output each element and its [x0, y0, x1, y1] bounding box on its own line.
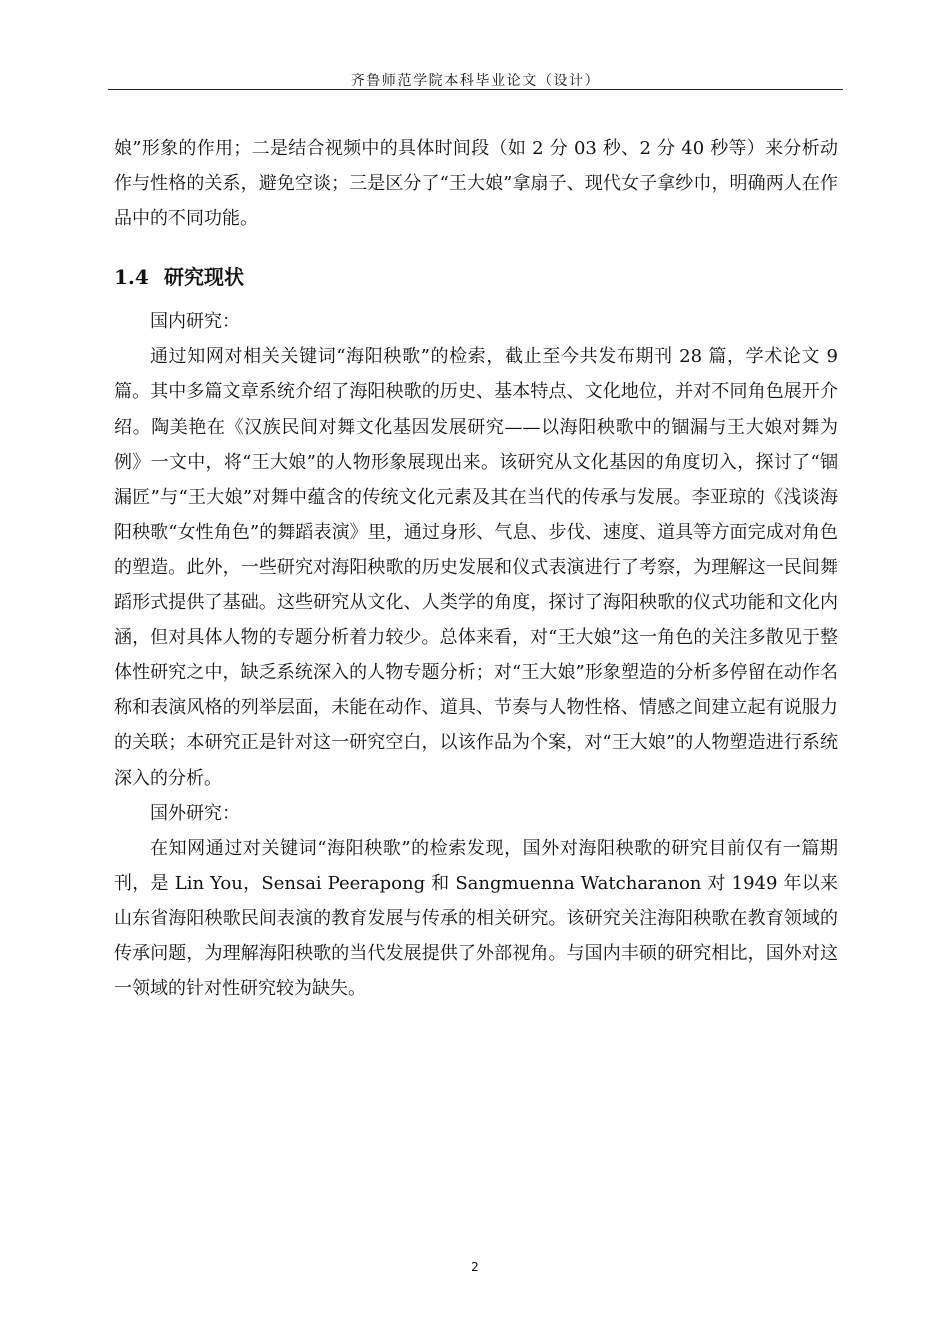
section-number: 1.4	[114, 265, 149, 290]
section-heading	[114, 236, 838, 304]
page-number: 2	[471, 1260, 479, 1274]
intro-paragraph: 娘”形象的作用；二是结合视频中的具体时间段（如 2 分 03 秒、2 分 40 秒等）来分析动作与性格的关系，避免空谈；三是区分了“王大娘”拿扇子、现代女子拿纱巾，明确两人在作品中的不同功能。	[114, 138, 838, 230]
foreign-research-paragraph: 在知网通过对关键词“海阳秧歌”的检索发现，国外对海阳秧歌的研究目前仅有一篇期刊，是 Lin You，Sensai Peerapong 和 Sangmuenna Watcharanon 对 1949 年以来山东省海阳秧歌民间表演的教育发展与传承的相关研究。该研究关注海阳秧歌在教育领域的传承问题，为理解海阳秧歌的当代发展提供了外部视角。与国内丰硕的研究相比，国外对这一领域的针对性研究较为缺失。	[114, 837, 838, 1000]
domestic-research-paragraph: 通过知网对相关关键词“海阳秧歌”的检索，截止至今共发布期刊 28 篇，学术论文 9 篇。其中多篇文章系统介绍了海阳秧歌的历史、基本特点、文化地位，并对不同角色展开介绍。陶美艳在《汉族民间对舞文化基因发展研究——以海阳秧歌中的锢漏与王大娘对舞为例》一文中，将“王大娘”的人物形象展现出来。该研究从文化基因的角度切入，探讨了“锢漏匠”与“王大娘”对舞中蕴含的传统文化元素及其在当代的传承与发展。李亚琼的《浅谈海阳秧歌“女性角色”的舞蹈表演》里，通过身形、气息、步伐、速度、道具等方面完成对角色的塑造。此外，一些研究对海阳秧歌的历史发展和仪式表演进行了考察，为理解这一民间舞蹈形式提供了基础。这些研究从文化、人类学的角度，探讨了海阳秧歌的仪式功能和文化内涵，但对具体人物的专题分析着力较少。总体来看，对“王大娘”这一角色的关注多散见于整体性研究之中，缺乏系统深入的人物专题分析；对“王大娘”形象塑造的分析多停留在动作名称和表演风格的列举层面，未能在动作、道具、节奏与人物性格、情感之间建立起有说服力的关联；本研究正是针对这一研究空白，以该作品为个案，对“王大娘”的人物塑造进行系统深入的分析。	[114, 346, 838, 789]
running-header: 齐鲁师范学院本科毕业论文（设计）	[350, 73, 601, 89]
page-body	[114, 131, 838, 1006]
header-rule	[108, 89, 843, 90]
section-title: 研究现状	[164, 265, 244, 290]
foreign-research-label: 国外研究：	[150, 802, 240, 824]
domestic-research-label: 国内研究：	[150, 311, 240, 333]
